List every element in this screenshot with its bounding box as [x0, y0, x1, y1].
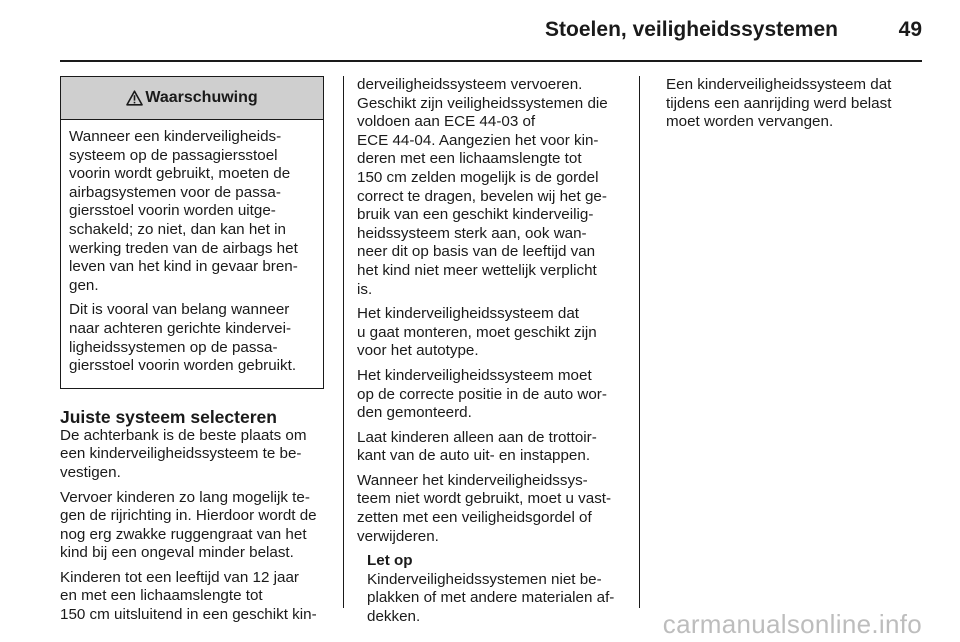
section-title: Stoelen, veiligheidssystemen — [545, 18, 838, 41]
note-title: Let op — [367, 552, 413, 570]
paragraph: Het kinderveiligheidssysteem dat u gaat monteren, moet geschikt zijn voor het autotype. — [357, 305, 597, 360]
note-block — [367, 552, 627, 626]
column-3 — [666, 76, 922, 138]
paragraph: Het kinderveiligheidssysteem moet op de correcte positie in de auto wor- den gemonteerd. — [357, 366, 607, 422]
warning-header — [61, 77, 323, 120]
column-1 — [60, 76, 328, 631]
paragraph: Vervoer kinderen zo lang mogelijk te- gen de rijrichting in. Hierdoor wordt de nog erg zwakke ruggengraat van het kind bij een ongeval minder belast. — [60, 488, 317, 562]
paragraph: Een kinderveiligheidssysteem dat tijdens een aanrijding werd belast moet worden vervangen. — [666, 76, 892, 131]
warning-paragraph-2: Dit is vooral van belang wanneer naar achteren gerichte kindervei- ligheidssystemen op de passa- giersstoel voorin worden gebruikt. — [69, 301, 297, 375]
watermark: carmanualsonline.info — [662, 609, 922, 639]
warning-title: Waarschuwing — [145, 88, 258, 106]
page-header — [0, 16, 922, 50]
header-rule — [60, 60, 922, 62]
page-number: 49 — [898, 18, 922, 41]
paragraph: Laat kinderen alleen aan de trottoir- kant van de auto uit- en instappen. — [357, 428, 597, 465]
warning-paragraph-1: Wanneer een kinderveiligheids- systeem op de passagiersstoel voorin wordt gebruikt, moeten de airbagsystemen voor de passa- giersstoel voorin worden uitge- schakeld; zo niet, dan kan het in werking treden van de airbags het leven van het kind in gevaar bren- gen. — [69, 128, 298, 294]
column-divider-1 — [343, 76, 344, 608]
paragraph: Wanneer het kinderveiligheidssys- teem niet wordt gebruikt, moet u vast- zetten met een veiligheidsgordel of verwijderen. — [357, 471, 612, 545]
warning-body — [61, 120, 323, 388]
warning-box — [60, 76, 324, 389]
column-divider-2 — [639, 76, 640, 608]
paragraph: De achterbank is de beste plaats om een kinderveiligheidssysteem te be- vestigen. — [60, 426, 307, 481]
paragraph: Kinderen tot een leeftijd van 12 jaar en met een lichaamslengte tot 150 cm uitsluitend in een geschikt kin- — [60, 568, 317, 624]
column-2 — [357, 76, 627, 633]
warning-triangle-icon — [126, 90, 143, 106]
paragraph: derveiligheidssysteem vervoeren. Geschikt zijn veiligheidssystemen die voldoen aan ECE 44-03 of ECE 44-04. Aangezien het voor kin- deren met een lichaamslengte tot 150 cm zelden mogelijk is de gordel correct te dragen, bevelen wij het ge- bruik van een geschikt kinderveilig- heidssysteem sterk aan, ook wan- neer dit op basis van de leeftijd van het kind niet meer wettelijk verplicht is. — [357, 76, 608, 298]
note-text: Kinderveiligheidssystemen niet be- plakken of met andere materialen af- dekken. — [367, 570, 615, 626]
section-heading: Juiste systeem selecteren — [60, 406, 277, 427]
